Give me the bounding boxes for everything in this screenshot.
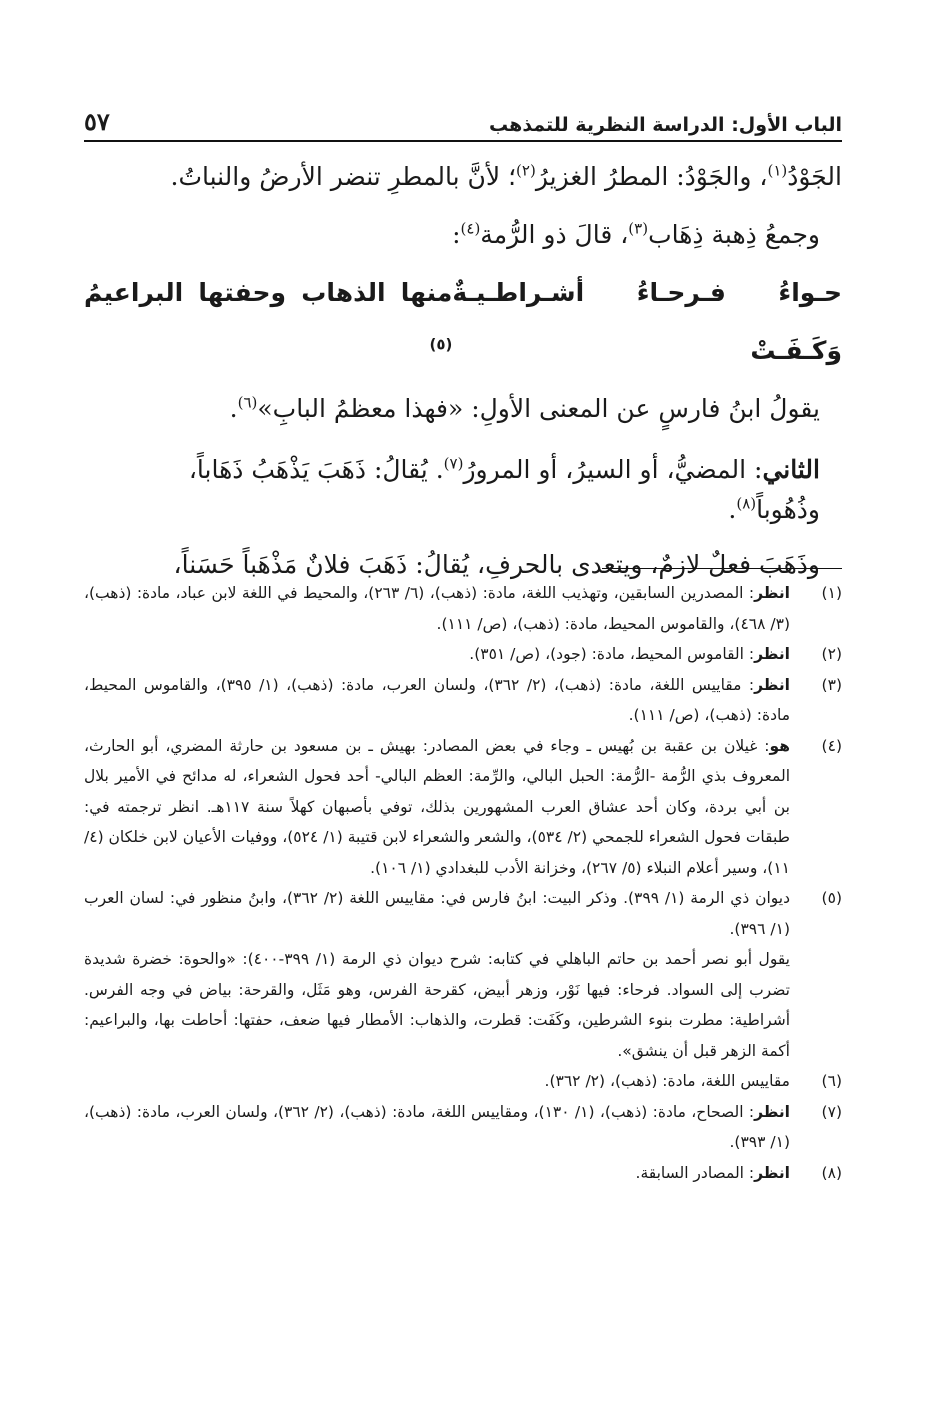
footnote-body (84, 670, 790, 731)
footnote-3 (84, 670, 842, 731)
footnote-ref: (٢) (516, 161, 536, 180)
text-span: ، والجَوْدُ: المطرُ الغزيرُ (535, 162, 768, 191)
footnote-text: : غيلان بن عقبة بن بُهيس ـ وجاء في بعض المصادر: بهيش ـ بن مسعود بن حارثة المضري، أبو الحارث، المعروف بذي الرُّمة -الرُّمة: الحبل البالي، والرِّمة: العظم البالي- أحد فحول الشعراء، له مدائح في الأمير بلال بن أبي بردة، وكان أحد عشاق العرب المشهورين بذلك، توفي بأصبهان كهلاً سنة ١١٧هـ. انظر ترجمته في: طبقات فحول الشعراء للجمحي (٢/ ٥٣٤)، والشعر والشعراء لابن قتيبة (١/ ٥٢٤)، ووفيات الأعيان لابن خلكان (٤/ ١١)، وسير أعلام النبلاء (٥/ ٢٦٧)، وخزانة الأدب للبغدادي (١/ ١٠٦). (84, 736, 790, 877)
footnote-text: : القاموس المحيط، مادة: (جود)، (ص/ ٣٥١). (469, 645, 755, 663)
footnote-1 (84, 578, 842, 639)
footnote-7 (84, 1097, 842, 1158)
footnote-number: (٣) (821, 675, 842, 694)
footnote-lead: هو (769, 736, 790, 755)
footnote-lead: انظر (754, 645, 790, 663)
footnote-4 (84, 731, 842, 884)
text-span: منها الذهاب وحفتها البراعيمُ (84, 278, 453, 307)
verse-second-hemistich (84, 264, 452, 380)
footnote-ref: (١) (767, 161, 788, 180)
text-span: الجَوْدُ (787, 162, 842, 191)
footnote-text: : المصدرين السابقين، وتهذيب اللغة، مادة: (ذهب)، (٦/ ٢٦٣)، والمحيط في اللغة لابن عباد، مادة: (ذهب)، (٣/ ٤٦٨)، والقاموس المحيط، مادة: (ذهب)، (ص/ ١١١). (84, 584, 790, 633)
footnote-ref: (٤) (460, 219, 481, 238)
footnote-lead: انظر (754, 1102, 790, 1121)
footnote-body (84, 1097, 790, 1158)
text-span: : (452, 220, 461, 249)
running-head: الباب الأول: الدراسة النظرية للتمذهب (489, 114, 842, 136)
text-span: يقولُ ابنُ فارسٍ عن المعنى الأولِ: «فهذا معظمُ البابِ» (257, 394, 820, 423)
text-span: وذَهَبَ فعلٌ لازمٌ، ويتعدى بالحرفِ، يُقالُ: ذَهَبَ فلانٌ مَذْهَباً حَسَناً، (173, 550, 820, 579)
text-span: . (229, 394, 238, 423)
page-number: ٥٧ (84, 107, 110, 136)
footnote-ref: (٨) (736, 494, 757, 513)
footnote-number: (٦) (821, 1072, 842, 1090)
footnote-divider (602, 568, 842, 569)
footnote-number: (٤) (821, 736, 842, 755)
footnote-body (84, 731, 790, 884)
paragraph-plural (84, 206, 842, 264)
paragraph-jawd (84, 148, 842, 206)
footnote-number: (١) (821, 584, 842, 602)
text-span: . يُقالُ: ذَهَبَ يَذْهَبُ ذَهَاباً، (188, 455, 444, 484)
text-span: : المضيُّ، أو السيرُ، أو المرورُ (463, 455, 763, 484)
footnote-2 (84, 639, 842, 670)
paragraph-second-meaning (84, 450, 842, 530)
footnote-5 (84, 883, 842, 944)
footnote-text: : مقاييس اللغة، مادة: (ذهب)، (٢/ ٣٦٢)، ولسان العرب، مادة: (ذهب)، (١/ ٣٩٥)، والقاموس المحيط، مادة: (ذهب)، (ص/ ١١١). (84, 675, 790, 724)
footnote-8 (84, 1158, 842, 1189)
footnote-ref: (٧) (443, 454, 464, 473)
footnote-body (84, 578, 790, 639)
footnote-number: (٥) (821, 889, 842, 907)
footnote-ref: (٦) (237, 393, 258, 412)
footnote-body (84, 1066, 790, 1097)
poetry-verse (84, 264, 842, 380)
bold-lead: الثاني (762, 455, 820, 484)
main-text (84, 148, 842, 594)
footnote-text: يقول أبو نصر أحمد بن حاتم الباهلي في كتابه: شرح ديوان ذي الرمة (١/ ٣٩٩-٤٠٠): «والحوة: خضرة شديدة تضرب إلى السواد. فرحاء: فيها نَوْر، وزهر أبيض، كقرحة الفرس، وهو مَثَل، والقرحة: بياض في وجه الفرس. أشراطية: مطرت بنوء الشرطين، وكَفَت: قطرت، والذهاب: الأمطار فيها ضعف، حفتها: أحاطت بها، والبراعيم: أكمة الزهر قبل أن ينشق». (84, 950, 790, 1060)
verse-first-hemistich: حـواءُ فـرحـاءُ أشـراطـيـةٌ وَكَـفَـتْ (452, 278, 842, 365)
text-span: وجمعُ ذِهبة ذِهَاب (648, 220, 820, 249)
footnote-5-continuation (84, 944, 842, 1066)
footnote-lead: انظر (754, 1163, 790, 1182)
page-header (84, 96, 842, 142)
text-span: ؛ لأنَّ بالمطرِ تنضر الأرضُ والنباتُ. (170, 162, 517, 191)
text-span: ، قالَ ذو الرُّمة (480, 220, 629, 249)
footnote-text: مقاييس اللغة، مادة: (ذهب)، (٢/ ٣٦٢). (544, 1072, 790, 1090)
footnote-number: (٢) (821, 645, 842, 663)
footnote-number: (٨) (821, 1163, 842, 1182)
footnote-text: ديوان ذي الرمة (١/ ٣٩٩). وذكر البيت: ابنُ فارس في: مقاييس اللغة (٢/ ٣٦٢)، وابنُ منظور في: لسان العرب (١/ ٣٩٦). (84, 889, 790, 938)
footnote-ref: (٣) (628, 219, 649, 238)
footnote-text: : المصادر السابقة. (635, 1163, 755, 1182)
paragraph-ibn-faris (84, 380, 842, 438)
text-span: وذُهُوباً (756, 495, 820, 524)
footnote-6 (84, 1066, 842, 1097)
footnote-ref: (٥) (429, 335, 453, 354)
text-span: . (728, 495, 737, 524)
footnotes-section (84, 578, 842, 1188)
footnote-lead: انظر (754, 584, 790, 602)
footnote-lead: انظر (754, 675, 790, 694)
footnote-text: : الصحاح، مادة: (ذهب)، (١/ ١٣٠)، ومقاييس اللغة، مادة: (ذهب)، (٢/ ٣٦٢)، ولسان العرب، مادة: (ذهب)، (١/ ٣٩٣). (84, 1102, 790, 1151)
footnote-number: (٧) (821, 1102, 842, 1121)
footnote-body (84, 639, 790, 670)
footnote-body (84, 1158, 790, 1189)
footnote-body (84, 883, 790, 944)
